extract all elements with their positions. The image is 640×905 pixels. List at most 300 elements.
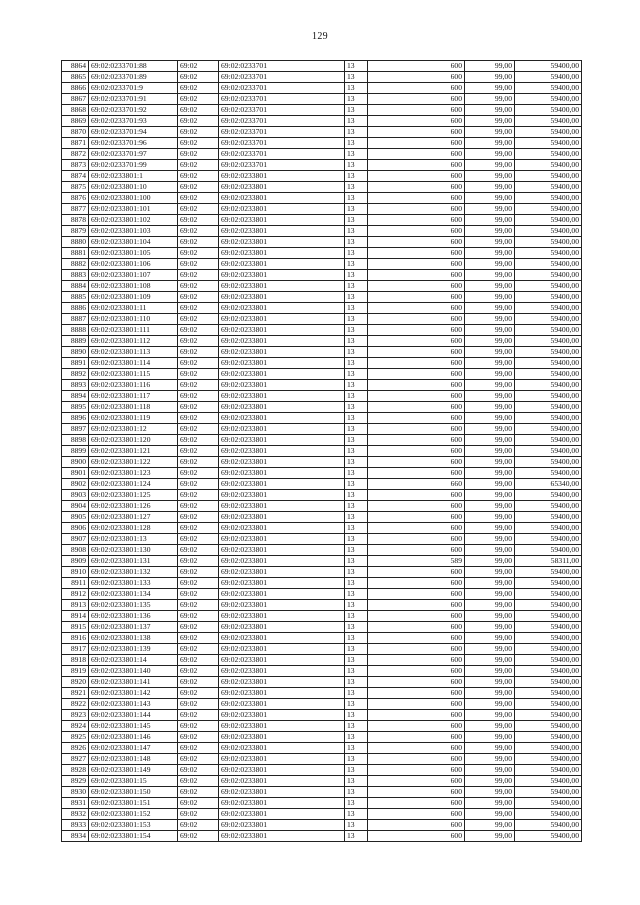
block-number-cell: 69:02:0233801 [219, 479, 345, 490]
total-cell: 59400,00 [515, 776, 582, 787]
district-code-cell: 69:02 [178, 567, 219, 578]
block-number-cell: 69:02:0233801 [219, 490, 345, 501]
district-code-cell: 69:02 [178, 743, 219, 754]
cadastral-number-cell: 69:02:0233801:152 [89, 809, 178, 820]
district-code-cell: 69:02 [178, 259, 219, 270]
table-row [62, 380, 582, 391]
zone-cell: 13 [345, 413, 368, 424]
cadastral-number-cell: 69:02:0233701:93 [89, 116, 178, 127]
total-cell: 59400,00 [515, 149, 582, 160]
cadastral-number-cell: 69:02:0233801:131 [89, 556, 178, 567]
row-number-cell: 8906 [62, 523, 89, 534]
price-cell: 99,00 [465, 468, 515, 479]
cadastral-number-cell: 69:02:0233801:104 [89, 237, 178, 248]
table-row [62, 820, 582, 831]
district-code-cell: 69:02 [178, 160, 219, 171]
block-number-cell: 69:02:0233801 [219, 369, 345, 380]
table-row [62, 545, 582, 556]
row-number-cell: 8872 [62, 149, 89, 160]
block-number-cell: 69:02:0233801 [219, 457, 345, 468]
cadastral-number-cell: 69:02:0233801:1 [89, 171, 178, 182]
total-cell: 59400,00 [515, 358, 582, 369]
block-number-cell: 69:02:0233801 [219, 567, 345, 578]
block-number-cell: 69:02:0233801 [219, 347, 345, 358]
total-cell: 59400,00 [515, 743, 582, 754]
total-cell: 59400,00 [515, 182, 582, 193]
total-cell: 59400,00 [515, 622, 582, 633]
total-cell: 59400,00 [515, 303, 582, 314]
district-code-cell: 69:02 [178, 589, 219, 600]
area-cell: 600 [368, 72, 465, 83]
price-cell: 99,00 [465, 798, 515, 809]
price-cell: 99,00 [465, 116, 515, 127]
cadastral-number-cell: 69:02:0233801:141 [89, 677, 178, 688]
price-cell: 99,00 [465, 369, 515, 380]
total-cell: 59400,00 [515, 281, 582, 292]
total-cell: 59400,00 [515, 61, 582, 72]
area-cell: 660 [368, 479, 465, 490]
price-cell: 99,00 [465, 270, 515, 281]
area-cell: 600 [368, 347, 465, 358]
area-cell: 600 [368, 809, 465, 820]
total-cell: 59400,00 [515, 237, 582, 248]
table-row [62, 358, 582, 369]
row-number-cell: 8921 [62, 688, 89, 699]
area-cell: 600 [368, 501, 465, 512]
district-code-cell: 69:02 [178, 204, 219, 215]
district-code-cell: 69:02 [178, 127, 219, 138]
area-cell: 600 [368, 468, 465, 479]
block-number-cell: 69:02:0233801 [219, 336, 345, 347]
row-number-cell: 8914 [62, 611, 89, 622]
total-cell: 59400,00 [515, 666, 582, 677]
zone-cell: 13 [345, 325, 368, 336]
zone-cell: 13 [345, 809, 368, 820]
table-row [62, 556, 582, 567]
price-cell: 99,00 [465, 160, 515, 171]
district-code-cell: 69:02 [178, 314, 219, 325]
area-cell: 600 [368, 820, 465, 831]
zone-cell: 13 [345, 160, 368, 171]
district-code-cell: 69:02 [178, 699, 219, 710]
cadastral-number-cell: 69:02:0233701:94 [89, 127, 178, 138]
zone-cell: 13 [345, 369, 368, 380]
zone-cell: 13 [345, 303, 368, 314]
district-code-cell: 69:02 [178, 215, 219, 226]
table-row [62, 83, 582, 94]
area-cell: 600 [368, 391, 465, 402]
table-row [62, 765, 582, 776]
price-cell: 99,00 [465, 402, 515, 413]
cadastral-number-cell: 69:02:0233801:130 [89, 545, 178, 556]
zone-cell: 13 [345, 457, 368, 468]
cadastral-number-cell: 69:02:0233801:125 [89, 490, 178, 501]
price-cell: 99,00 [465, 666, 515, 677]
area-cell: 600 [368, 270, 465, 281]
area-cell: 600 [368, 545, 465, 556]
price-cell: 99,00 [465, 391, 515, 402]
area-cell: 600 [368, 776, 465, 787]
zone-cell: 13 [345, 171, 368, 182]
price-cell: 99,00 [465, 512, 515, 523]
area-cell: 600 [368, 292, 465, 303]
block-number-cell: 69:02:0233801 [219, 259, 345, 270]
cadastral-number-cell: 69:02:0233801:147 [89, 743, 178, 754]
table-row [62, 798, 582, 809]
row-number-cell: 8869 [62, 116, 89, 127]
district-code-cell: 69:02 [178, 281, 219, 292]
total-cell: 59400,00 [515, 226, 582, 237]
area-cell: 600 [368, 171, 465, 182]
cadastral-number-cell: 69:02:0233801:150 [89, 787, 178, 798]
district-code-cell: 69:02 [178, 457, 219, 468]
price-cell: 99,00 [465, 490, 515, 501]
total-cell: 59400,00 [515, 105, 582, 116]
zone-cell: 13 [345, 402, 368, 413]
total-cell: 59400,00 [515, 83, 582, 94]
district-code-cell: 69:02 [178, 787, 219, 798]
district-code-cell: 69:02 [178, 611, 219, 622]
table-row [62, 578, 582, 589]
total-cell: 59400,00 [515, 292, 582, 303]
zone-cell: 13 [345, 721, 368, 732]
table-row [62, 644, 582, 655]
row-number-cell: 8868 [62, 105, 89, 116]
price-cell: 99,00 [465, 787, 515, 798]
block-number-cell: 69:02:0233801 [219, 303, 345, 314]
row-number-cell: 8901 [62, 468, 89, 479]
total-cell: 59400,00 [515, 611, 582, 622]
district-code-cell: 69:02 [178, 501, 219, 512]
row-number-cell: 8877 [62, 204, 89, 215]
area-cell: 600 [368, 413, 465, 424]
row-number-cell: 8924 [62, 721, 89, 732]
table-row [62, 391, 582, 402]
zone-cell: 13 [345, 644, 368, 655]
cadastral-number-cell: 69:02:0233801:142 [89, 688, 178, 699]
price-cell: 99,00 [465, 611, 515, 622]
table-row [62, 259, 582, 270]
row-number-cell: 8878 [62, 215, 89, 226]
table-row [62, 633, 582, 644]
table-row [62, 72, 582, 83]
total-cell: 59400,00 [515, 578, 582, 589]
area-cell: 600 [368, 380, 465, 391]
block-number-cell: 69:02:0233801 [219, 171, 345, 182]
row-number-cell: 8879 [62, 226, 89, 237]
row-number-cell: 8884 [62, 281, 89, 292]
row-number-cell: 8891 [62, 358, 89, 369]
price-cell: 99,00 [465, 831, 515, 842]
area-cell: 600 [368, 611, 465, 622]
total-cell: 59400,00 [515, 633, 582, 644]
block-number-cell: 69:02:0233801 [219, 655, 345, 666]
district-code-cell: 69:02 [178, 655, 219, 666]
row-number-cell: 8916 [62, 633, 89, 644]
row-number-cell: 8870 [62, 127, 89, 138]
total-cell: 59400,00 [515, 424, 582, 435]
area-cell: 600 [368, 578, 465, 589]
row-number-cell: 8867 [62, 94, 89, 105]
row-number-cell: 8864 [62, 61, 89, 72]
row-number-cell: 8883 [62, 270, 89, 281]
district-code-cell: 69:02 [178, 270, 219, 281]
price-cell: 99,00 [465, 94, 515, 105]
block-number-cell: 69:02:0233801 [219, 358, 345, 369]
total-cell: 59400,00 [515, 413, 582, 424]
cadastral-number-cell: 69:02:0233801:128 [89, 523, 178, 534]
table-row [62, 699, 582, 710]
area-cell: 600 [368, 677, 465, 688]
cadastral-number-cell: 69:02:0233801:148 [89, 754, 178, 765]
price-cell: 99,00 [465, 193, 515, 204]
area-cell: 600 [368, 655, 465, 666]
table-row [62, 479, 582, 490]
block-number-cell: 69:02:0233701 [219, 61, 345, 72]
price-cell: 99,00 [465, 710, 515, 721]
block-number-cell: 69:02:0233801 [219, 622, 345, 633]
price-cell: 99,00 [465, 820, 515, 831]
total-cell: 59400,00 [515, 127, 582, 138]
row-number-cell: 8897 [62, 424, 89, 435]
area-cell: 600 [368, 402, 465, 413]
cadastral-number-cell: 69:02:0233801:103 [89, 226, 178, 237]
table-row [62, 248, 582, 259]
price-cell: 99,00 [465, 127, 515, 138]
row-number-cell: 8909 [62, 556, 89, 567]
table-row [62, 182, 582, 193]
area-cell: 600 [368, 743, 465, 754]
block-number-cell: 69:02:0233801 [219, 182, 345, 193]
block-number-cell: 69:02:0233801 [219, 721, 345, 732]
total-cell: 59400,00 [515, 644, 582, 655]
area-cell: 600 [368, 116, 465, 127]
zone-cell: 13 [345, 237, 368, 248]
price-cell: 99,00 [465, 600, 515, 611]
total-cell: 59400,00 [515, 325, 582, 336]
district-code-cell: 69:02 [178, 138, 219, 149]
district-code-cell: 69:02 [178, 413, 219, 424]
block-number-cell: 69:02:0233801 [219, 226, 345, 237]
price-cell: 99,00 [465, 677, 515, 688]
cadastral-number-cell: 69:02:0233801:149 [89, 765, 178, 776]
price-cell: 99,00 [465, 699, 515, 710]
table-row [62, 754, 582, 765]
zone-cell: 13 [345, 149, 368, 160]
zone-cell: 13 [345, 831, 368, 842]
zone-cell: 13 [345, 589, 368, 600]
row-number-cell: 8886 [62, 303, 89, 314]
table-row [62, 655, 582, 666]
zone-cell: 13 [345, 754, 368, 765]
price-cell: 99,00 [465, 358, 515, 369]
price-cell: 99,00 [465, 182, 515, 193]
price-cell: 99,00 [465, 424, 515, 435]
table-row [62, 193, 582, 204]
price-cell: 99,00 [465, 281, 515, 292]
district-code-cell: 69:02 [178, 754, 219, 765]
row-number-cell: 8933 [62, 820, 89, 831]
block-number-cell: 69:02:0233801 [219, 743, 345, 754]
block-number-cell: 69:02:0233801 [219, 435, 345, 446]
block-number-cell: 69:02:0233701 [219, 138, 345, 149]
district-code-cell: 69:02 [178, 490, 219, 501]
table-row [62, 336, 582, 347]
total-cell: 59400,00 [515, 512, 582, 523]
block-number-cell: 69:02:0233801 [219, 215, 345, 226]
total-cell: 59400,00 [515, 534, 582, 545]
block-number-cell: 69:02:0233801 [219, 699, 345, 710]
district-code-cell: 69:02 [178, 622, 219, 633]
area-cell: 600 [368, 248, 465, 259]
row-number-cell: 8865 [62, 72, 89, 83]
total-cell: 59400,00 [515, 765, 582, 776]
cadastral-number-cell: 69:02:0233801:111 [89, 325, 178, 336]
district-code-cell: 69:02 [178, 633, 219, 644]
row-number-cell: 8902 [62, 479, 89, 490]
table-row [62, 270, 582, 281]
cadastral-number-cell: 69:02:0233801:134 [89, 589, 178, 600]
cadastral-number-cell: 69:02:0233801:121 [89, 446, 178, 457]
total-cell: 59400,00 [515, 809, 582, 820]
price-cell: 99,00 [465, 809, 515, 820]
total-cell: 59400,00 [515, 193, 582, 204]
district-code-cell: 69:02 [178, 391, 219, 402]
row-number-cell: 8908 [62, 545, 89, 556]
zone-cell: 13 [345, 127, 368, 138]
row-number-cell: 8925 [62, 732, 89, 743]
table-row [62, 523, 582, 534]
block-number-cell: 69:02:0233801 [219, 237, 345, 248]
district-code-cell: 69:02 [178, 424, 219, 435]
row-number-cell: 8888 [62, 325, 89, 336]
area-cell: 600 [368, 61, 465, 72]
district-code-cell: 69:02 [178, 149, 219, 160]
price-cell: 99,00 [465, 61, 515, 72]
area-cell: 600 [368, 237, 465, 248]
table-row [62, 622, 582, 633]
price-cell: 99,00 [465, 479, 515, 490]
table-row [62, 292, 582, 303]
zone-cell: 13 [345, 215, 368, 226]
area-cell: 600 [368, 182, 465, 193]
cadastral-number-cell: 69:02:0233801:12 [89, 424, 178, 435]
price-cell: 99,00 [465, 149, 515, 160]
row-number-cell: 8912 [62, 589, 89, 600]
district-code-cell: 69:02 [178, 94, 219, 105]
total-cell: 59400,00 [515, 831, 582, 842]
block-number-cell: 69:02:0233801 [219, 578, 345, 589]
table-row [62, 490, 582, 501]
area-cell: 600 [368, 567, 465, 578]
row-number-cell: 8932 [62, 809, 89, 820]
area-cell: 600 [368, 644, 465, 655]
row-number-cell: 8866 [62, 83, 89, 94]
total-cell: 59400,00 [515, 314, 582, 325]
zone-cell: 13 [345, 292, 368, 303]
table-row [62, 116, 582, 127]
district-code-cell: 69:02 [178, 325, 219, 336]
total-cell: 59400,00 [515, 468, 582, 479]
zone-cell: 13 [345, 512, 368, 523]
area-cell: 600 [368, 688, 465, 699]
price-cell: 99,00 [465, 446, 515, 457]
district-code-cell: 69:02 [178, 523, 219, 534]
district-code-cell: 69:02 [178, 358, 219, 369]
block-number-cell: 69:02:0233801 [219, 380, 345, 391]
price-cell: 99,00 [465, 138, 515, 149]
total-cell: 59400,00 [515, 820, 582, 831]
cadastral-number-cell: 69:02:0233801:133 [89, 578, 178, 589]
table-row [62, 776, 582, 787]
area-cell: 600 [368, 193, 465, 204]
table-row [62, 215, 582, 226]
table-row [62, 149, 582, 160]
table-row [62, 435, 582, 446]
zone-cell: 13 [345, 116, 368, 127]
row-number-cell: 8885 [62, 292, 89, 303]
table-row [62, 204, 582, 215]
total-cell: 59400,00 [515, 204, 582, 215]
price-cell: 99,00 [465, 336, 515, 347]
block-number-cell: 69:02:0233801 [219, 710, 345, 721]
block-number-cell: 69:02:0233801 [219, 204, 345, 215]
row-number-cell: 8893 [62, 380, 89, 391]
area-cell: 600 [368, 446, 465, 457]
block-number-cell: 69:02:0233801 [219, 446, 345, 457]
total-cell: 59400,00 [515, 391, 582, 402]
zone-cell: 13 [345, 479, 368, 490]
row-number-cell: 8896 [62, 413, 89, 424]
zone-cell: 13 [345, 380, 368, 391]
zone-cell: 13 [345, 765, 368, 776]
price-cell: 99,00 [465, 204, 515, 215]
block-number-cell: 69:02:0233801 [219, 820, 345, 831]
cadastral-number-cell: 69:02:0233701:88 [89, 61, 178, 72]
total-cell: 59400,00 [515, 787, 582, 798]
table-row [62, 127, 582, 138]
total-cell: 59400,00 [515, 655, 582, 666]
area-cell: 600 [368, 710, 465, 721]
block-number-cell: 69:02:0233801 [219, 600, 345, 611]
total-cell: 59400,00 [515, 545, 582, 556]
zone-cell: 13 [345, 182, 368, 193]
row-number-cell: 8898 [62, 435, 89, 446]
area-cell: 600 [368, 281, 465, 292]
row-number-cell: 8892 [62, 369, 89, 380]
row-number-cell: 8895 [62, 402, 89, 413]
price-cell: 99,00 [465, 622, 515, 633]
price-cell: 99,00 [465, 259, 515, 270]
price-cell: 99,00 [465, 556, 515, 567]
row-number-cell: 8918 [62, 655, 89, 666]
district-code-cell: 69:02 [178, 116, 219, 127]
cadastral-number-cell: 69:02:0233701:97 [89, 149, 178, 160]
area-cell: 600 [368, 622, 465, 633]
total-cell: 59400,00 [515, 160, 582, 171]
cadastral-number-cell: 69:02:0233701:89 [89, 72, 178, 83]
table-row [62, 787, 582, 798]
price-cell: 99,00 [465, 292, 515, 303]
zone-cell: 13 [345, 699, 368, 710]
block-number-cell: 69:02:0233801 [219, 325, 345, 336]
price-cell: 99,00 [465, 589, 515, 600]
area-cell: 600 [368, 534, 465, 545]
table-row [62, 413, 582, 424]
price-cell: 99,00 [465, 644, 515, 655]
area-cell: 600 [368, 798, 465, 809]
cadastral-number-cell: 69:02:0233801:136 [89, 611, 178, 622]
